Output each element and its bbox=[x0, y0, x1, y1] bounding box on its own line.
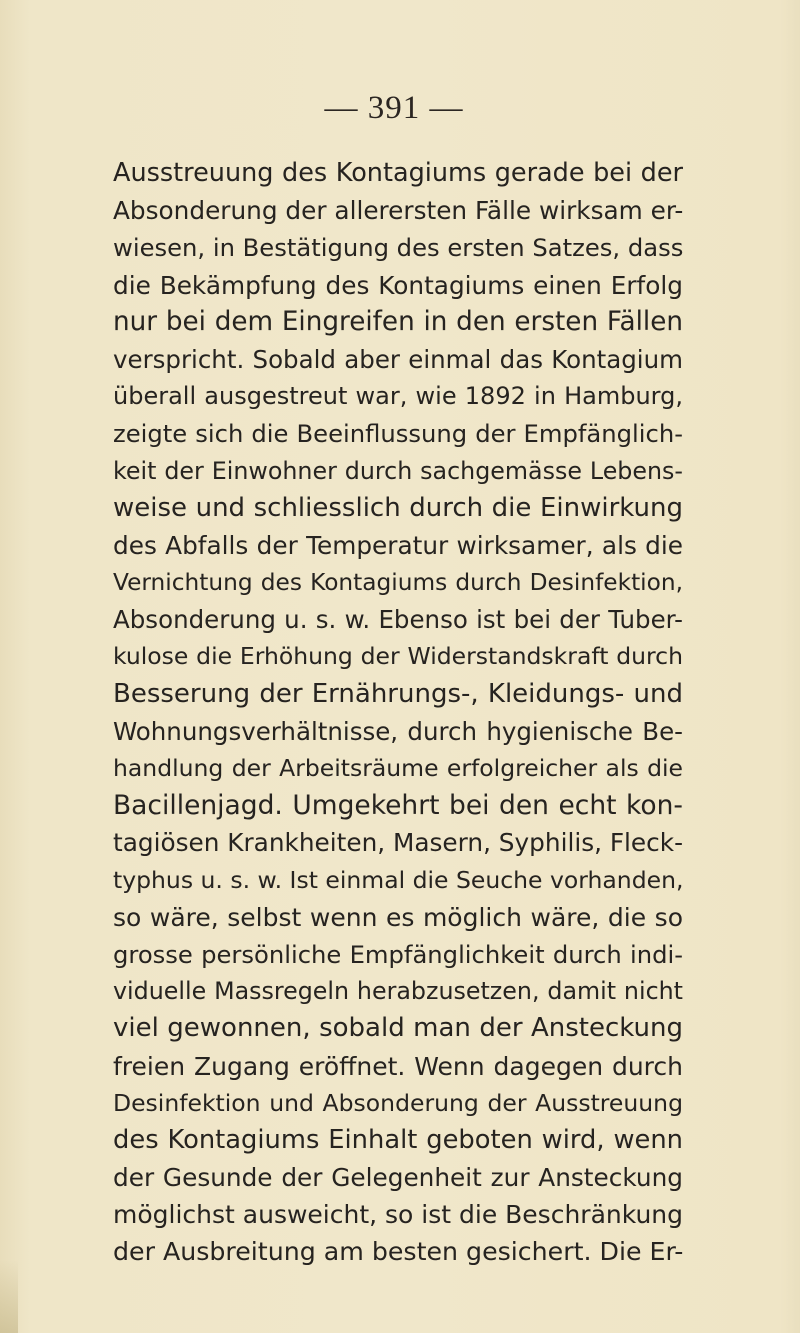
text-line: grosse persönliche Empfänglichkeit durch indi- bbox=[113, 939, 683, 969]
text-line: überall ausgestreut war, wie 1892 in Hamburg, bbox=[113, 382, 683, 411]
text-line: handlung der Arbeitsräume erfolgreicher als die bbox=[113, 754, 683, 782]
text-line: freien Zugang eröffnet. Wenn dagegen durch bbox=[113, 1051, 683, 1081]
text-line: wiesen, in Bestätigung des ersten Satzes, dass bbox=[113, 233, 684, 263]
text-line: viduelle Massregeln herabzusetzen, damit nicht bbox=[113, 977, 683, 1006]
page-number: — 391 — bbox=[324, 90, 464, 126]
text-line: zeigte sich die Beeinflussung der Empfänglich- bbox=[113, 419, 683, 449]
text-line: der Gesunde der Gelegenheit zur Ansteckung bbox=[113, 1163, 683, 1193]
text-line: Absonderung u. s. w. Ebenso ist bei der Tuber- bbox=[113, 605, 683, 635]
text-line: Besserung der Ernährungs-, Kleidungs- und bbox=[113, 678, 683, 709]
text-line: tagiösen Krankheiten, Masern, Syphilis, Fleck- bbox=[113, 828, 684, 858]
text-line: Wohnungsverhältnisse, durch hygienische Be- bbox=[113, 716, 683, 746]
text-line: verspricht. Sobald aber einmal das Kontagium bbox=[113, 344, 683, 374]
text-line: nur bei dem Eingreifen in den ersten Fällen bbox=[113, 306, 683, 337]
text-line: weise und schliesslich durch die Einwirkung bbox=[113, 492, 683, 523]
text-line: kulose die Erhöhung der Widerstandskraft durch bbox=[113, 642, 683, 671]
text-line: Vernichtung des Kontagiums durch Desinfektion, bbox=[113, 569, 683, 597]
text-line: des Kontagiums Einhalt geboten wird, wenn bbox=[113, 1124, 683, 1155]
text-line: Bacillenjagd. Umgekehrt bei den echt kon- bbox=[113, 790, 683, 822]
text-line: so wäre, selbst wenn es möglich wäre, die so bbox=[113, 902, 683, 932]
body-text bbox=[113, 155, 683, 1271]
text-line: der Ausbreitung am besten gesichert. Die Er- bbox=[113, 1237, 684, 1267]
text-line: die Bekämpfung des Kontagiums einen Erfolg bbox=[113, 270, 683, 300]
text-line: möglichst ausweicht, so ist die Beschränkung bbox=[113, 1200, 684, 1230]
page-edge-shadow bbox=[0, 1260, 18, 1333]
text-line: Desinfektion und Absonderung der Ausstreuung bbox=[113, 1088, 683, 1117]
text-line: keit der Einwohner durch sachgemässe Lebens- bbox=[113, 456, 683, 485]
text-line: Absonderung der allerersten Fälle wirksam er- bbox=[113, 196, 684, 226]
text-line: viel gewonnen, sobald man der Ansteckung bbox=[113, 1013, 683, 1044]
text-line: typhus u. s. w. Ist einmal die Seuche vorhanden, bbox=[113, 865, 684, 894]
text-line: des Abfalls der Temperatur wirksamer, als die bbox=[113, 530, 683, 560]
text-line: Ausstreuung des Kontagiums gerade bei der bbox=[113, 158, 683, 188]
